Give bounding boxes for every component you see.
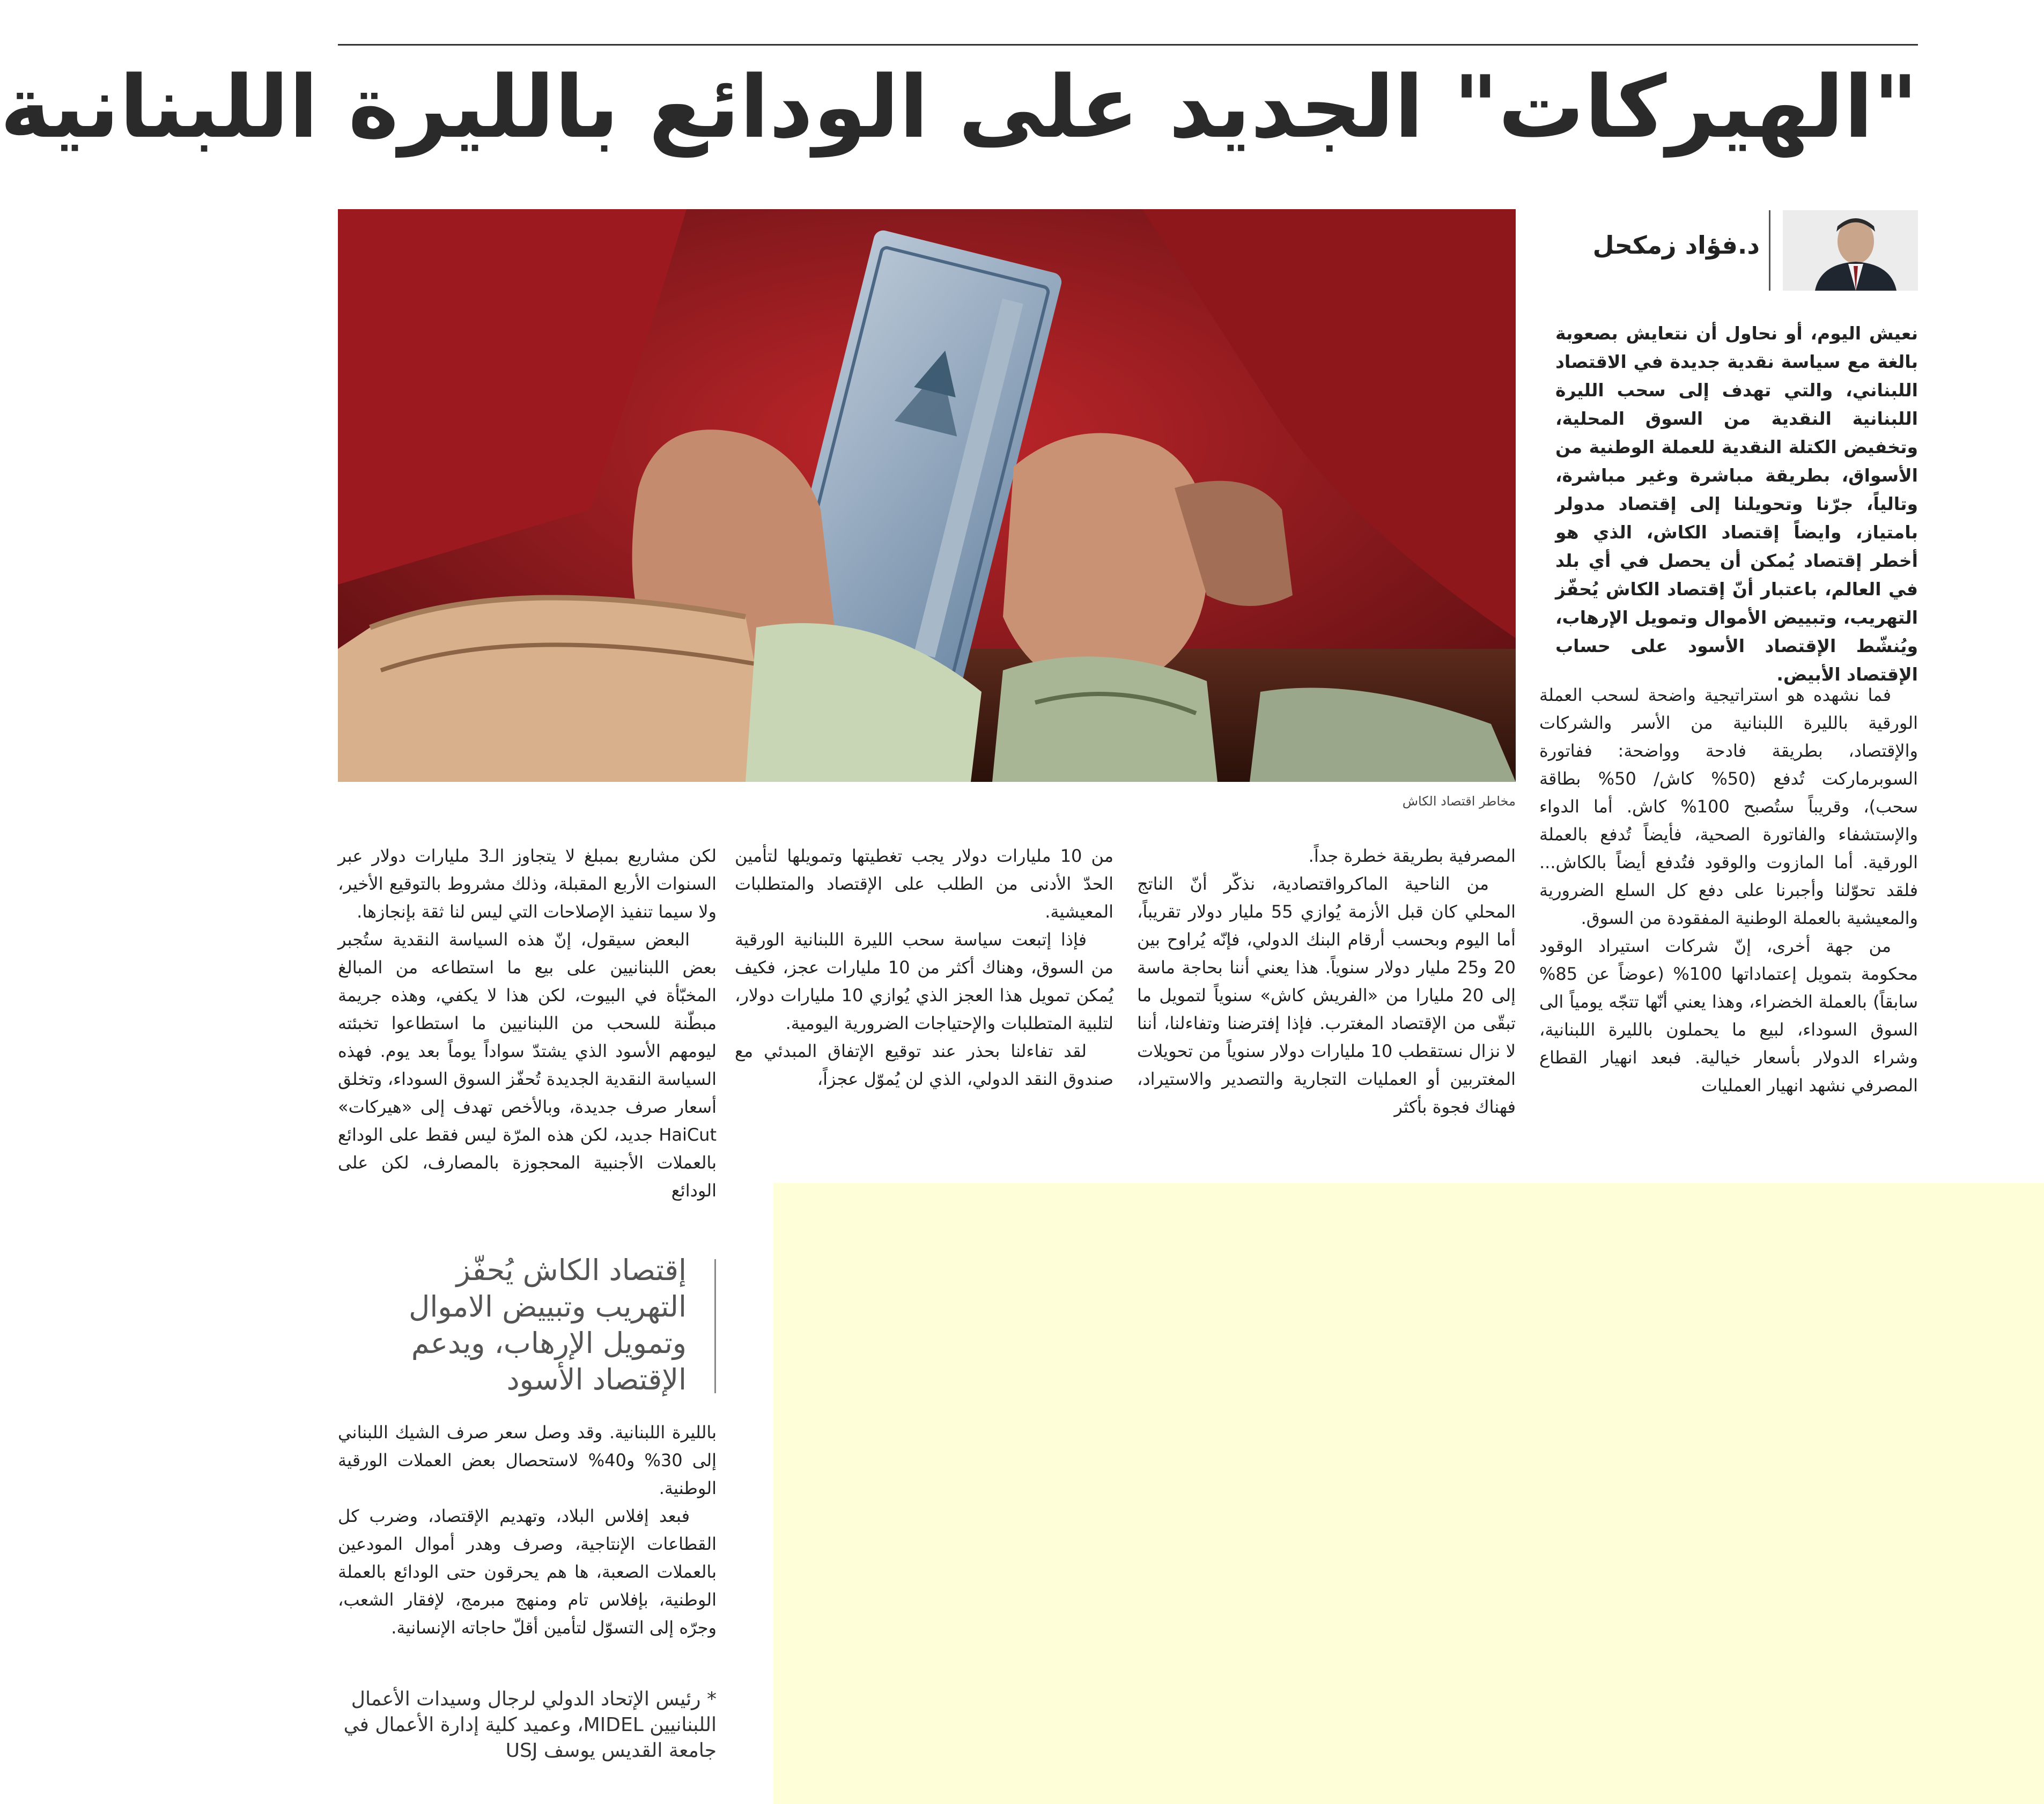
paragraph: فبعد إفلاس البلاد، وتهديم الإقتصاد، وضرب كل القطاعات الإنتاجية، وصرف وهدر أموال المودعين بالعملات الصعبة، ها هم يحرقون حتى الودائع بالعملة الوطنية، بإفلاس تام ومنهج مبرمج، لإفقار الشعب، وجرّه إلى التسوّل لتأمين أقلّ حاجاته الإنسانية.: [338, 1506, 717, 1638]
article-column-4: [338, 842, 717, 1204]
photo-caption: مخاطر اقتصاد الكاش: [1402, 794, 1516, 809]
ad-placeholder: [773, 1183, 2044, 1804]
paragraph: المصرفية بطريقة خطرة جداً.: [1308, 846, 1516, 866]
paragraph: لكن مشاريع بمبلغ لا يتجاوز الـ3 مليارات دولار عبر السنوات الأربع المقبلة، وذلك مشروط بالتوقيع الأخير، ولا سيما تنفيذ الإصلاحات التي ليس لنا ثقة بإنجازها.: [338, 846, 717, 922]
paragraph: بالليرة اللبنانية. وقد وصل سعر صرف الشيك اللبناني إلى 30% و40% لاستحصال بعض العملات الورقية الوطنية.: [338, 1422, 717, 1498]
article-column-5: [338, 1418, 717, 1642]
headline: "الهيركات" الجديد على الودائع بالليرة اللبنانية: [0, 57, 1918, 157]
top-rule: [338, 44, 1918, 46]
paragraph: من 10 مليارات دولار يجب تغطيتها وتمويلها لتأمين الحدّ الأدنى من الطلب على الإقتصاد والمتطلبات المعيشية.: [735, 846, 1114, 922]
author-footnote: * رئيس الإتحاد الدولي لرجال وسيدات الأعمال اللبنانيين MIDEL، وعميد كلية إدارة الأعمال في جامعة القديس يوسف USJ: [343, 1688, 717, 1762]
paragraph: فإذا إتبعت سياسة سحب الليرة اللبنانية الورقية من السوق، وهناك أكثر من 10 مليارات عجز، فكيف يُمكن تمويل هذا العجز الذي يُوازي 10 مليارات دولار، لتلبية المتطلبات والإحتياجات الضرورية اليومية.: [735, 929, 1114, 1033]
author-divider: [1769, 210, 1770, 291]
author-name: د.فؤاد زمكحل: [1592, 231, 1760, 260]
author-photo: [1783, 210, 1918, 291]
article-column-3: [735, 842, 1113, 1093]
main-photo: [338, 209, 1516, 782]
lead-paragraph: نعيش اليوم، أو نحاول أن نتعايش بصعوبة بالغة مع سياسة نقدية جديدة في الاقتصاد اللبناني، والتي تهدف إلى سحب الليرة اللبنانية النقدية من السوق المحلية، وتخفيض الكتلة النقدية للعملة الوطنية من الأسواق، بطريقة مباشرة وغير مباشرة، وتالياً، جرّنا وتحويلنا إلى إقتصاد مدولر بامتياز، وايضاً إقتصاد الكاش، الذي هو أخطر إقتصاد يُمكن أن يحصل في أي بلد في العالم، باعتبار أنّ إقتصاد الكاش يُحفّز التهريب، وتبييض الأموال وتمويل الإرهاب، ويُنشّط الإقتصاد الأسود على حساب الإقتصاد الأبيض.: [1555, 323, 1918, 685]
author-portrait-icon: [1783, 210, 1918, 291]
article-column-2: [1137, 842, 1516, 1121]
paragraph: من جهة أخرى، إنّ شركات استيراد الوقود محكومة بتمويل إعتماداتها 100% (عوضاً عن 85% سابقاً) بالعملة الخضراء، وهذا يعني أنّها تتجّه يومياً الى السوق السوداء، لبيع ما يحملون بالليرة اللبنانية، وشراء الدولار بأسعار خيالية. فبعد انهيار القطاع المصرفي نشهد انهيار العمليات: [1539, 936, 1918, 1096]
paragraph: لقد تفاءلنا بحذر عند توقيع الإتفاق المبدئي مع صندوق النقد الدولي، الذي لن يُموّل عجزاً،: [735, 1041, 1113, 1089]
paragraph: فما نشهده هو استراتيجية واضحة لسحب العملة الورقية بالليرة اللبنانية من الأسر والشركات والإقتصاد، بطريقة فادحة وواضحة: ففاتورة السوبرماركت تُدفع (50% كاش/ 50% بطاقة سحب)، وقريباً ستُصبح 100% كاش. أما الدواء والإستشفاء والفاتورة الصحية، فأيضاً تُدفع بالعملة الورقية. أما المازوت والوقود فتُدفع أيضاً بالكاش... فلقد تحوّلنا وأجبرنا على دفع كل السلع الضرورية والمعيشية بالعملة الوطنية المفقودة من السوق.: [1539, 685, 1918, 928]
pullquote: إقتصاد الكاش يُحفّز التهريب وتبييض الاموال وتمويل الإرهاب، ويدعم الإقتصاد الأسود: [409, 1253, 687, 1396]
banknotes-image-icon: [338, 209, 1516, 782]
pullquote-bar: [714, 1259, 716, 1393]
article-column-1: [1539, 681, 1918, 1099]
paragraph: من الناحية الماكرواقتصادية، نذكّر أنّ الناتج المحلي كان قبل الأزمة يُوازي 55 مليار دولار تقريباً، أما اليوم وبحسب أرقام البنك الدولي، فإنّه يُراوح بين 20 و25 مليار دولار سنوياً. هذا يعني أننا بحاجة ماسة إلى 20 مليارا من «الفريش كاش» سنوياً لتمويل ما تبقّى من الإقتصاد المغترب. فإذا إفترضنا وتفاءلنا، أننا لا نزال نستقطب 10 مليارات دولار سنوياً من تحويلات المغتربين أو العمليات التجارية والتصدير والاستيراد، فهناك فجوة بأكثر: [1137, 874, 1516, 1117]
paragraph: البعض سيقول، إنّ هذه السياسة النقدية ستُجبر بعض اللبنانيين على بيع ما استطاعه من المبالغ المخبّأة في البيوت، لكن هذا لا يكفي، وهذه جريمة مبطّنة للسحب من اللبنانيين ما استطاعوا تخبئته ليومهم الأسود الذي يشتدّ سواداً يوماً بعد يوم. فهذه السياسة النقدية الجديدة تُحفّز السوق السوداء، وتخلق أسعار صرف جديدة، وبالأخص تهدف إلى «هيركات» HaiCut جديد، لكن هذه المرّة ليس فقط على الودائع بالعملات الأجنبية المحجوزة بالمصارف، لكن على الودائع: [338, 929, 717, 1201]
